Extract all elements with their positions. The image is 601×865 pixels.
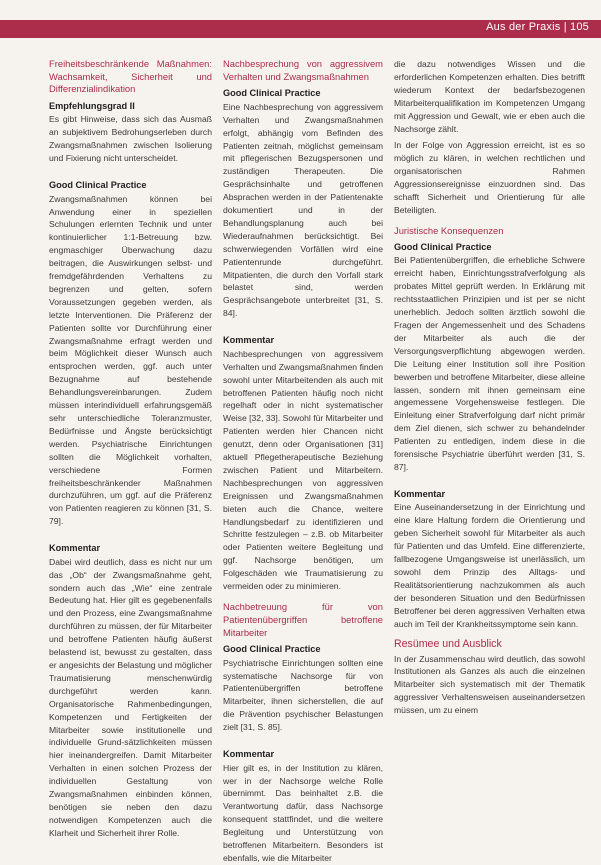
column-middle: [223, 58, 383, 863]
gcp-heading: Good Clinical Practice: [394, 241, 492, 252]
gcp-heading: Good Clinical Practice: [223, 88, 321, 99]
comment-heading: Kommentar: [394, 488, 446, 499]
comment-heading: Kommentar: [223, 335, 275, 346]
paragraph: Eine Nachbesprechung von aggressivem Verhalten und Zwangsmaßnahmen erfolgt, abhängig vom Befinden des Patienten zeitnah, möglichst gemeinsam mit pflegerischen Bezugspersonen und zuständigen Therapeuten. Die Gesprächsinhalte und getroffenen Absprachen werden in der Patientenakte dokumentiert und in der Behandlungsplanung auch bei Wiederaufnahmen berücksichtigt. Bei schwerwiegenden Vorfällen wird eine Patientenrunde durchgeführt. Mitpatienten, die durch den Vorfall stark belastet sind, werden Gesprächsangebote unterbreitet [31, S. 84].: [223, 101, 383, 319]
running-header: Aus der Praxis | 105: [486, 21, 589, 33]
gcp-heading: Good Clinical Practice: [223, 644, 321, 654]
column-left: [49, 58, 212, 838]
paragraph: Dabei wird deutlich, dass es nicht nur um das „Ob“ der Zwangsmaßnahme geht, sondern auch das „Wie“ eine zentrale Bedeutung hat. Hier gilt es gegebenenfalls und den Prozess, eine Zwangsmaßnahme durchführen zu müssen, der für Mitarbeiter und betroffene Patienten häufig äußerst belastend ist, bewusst zu gestalten, dass er angesichts der Belastung und möglicher Traumatisierung menschenwürdig durchgeführt werden kann. Organisatorische Rahmenbedingungen, Kompetenzen und Fertigkeiten der Mitarbeiter sowie institutionelle und individuelle Grund-sätzlichkeiten müssen hier ineinandergreifen. Damit Mitarbeiter Verhalten in einen solchen Prozess der individuellen Gestaltung von Zwangsmaßnahmen einbinden können, benötigen sie neben den dazu notwendigen Kompetenzen auch die Klarheit und Sicherheit ihrer Rolle.: [49, 556, 212, 838]
section-title: Freiheitsbeschränkende Maßnahmen: Wachsamkeit, Sicherheit und Differenzialindikation: [49, 58, 212, 95]
subsection-title: Nachbetreuung für von Patientenübergriffen betroffene Mitarbeiter: [223, 601, 383, 638]
paragraph: Psychiatrische Einrichtungen sollten eine systematische Nachsorge für von Patientenübergriffen betroffene Mitarbeiter, ihnen sicherstellen, die auf die Prävention psychischer Belastungen zielt [31, S. 85].: [223, 657, 383, 733]
paragraph: die dazu notwendiges Wissen und die erforderlichen Kompetenzen erhalten. Dies betrifft wiederum Kontext der bedarfsbezogenen Mitarbeiterqualifikation im Kompetenzen Umgang mit Aggression und Gewalt, wie er eben auch die Nachsorge zählt.: [394, 59, 585, 134]
column-right: [394, 58, 585, 785]
section-heading: Resümee und Ausblick: [394, 637, 502, 650]
paragraph: Bei Patientenübergriffen, die erhebliche Schwere erreicht haben, Einrichtungsstrafverfolgung als probates Mittel geprüft werden. In Erklärung mit rechtsstaatlichen Prinzipien und ist per se nicht unerheblich. Jedoch sollten ärztlich sowohl die Fragen der Angemessenheit und des Schadens der Mitarbeiter als auch die der Versorgungsverpflichtung abgewogen werden. Die Leitung einer Institution soll ihre Position bewerben und betroffene Mitarbeiter, diese alleine lassen, sondern mit ihnen gemeinsam eine angemessene Vorgehensweise festlegen. Die Einleitung einer Strafverfolgung darf nicht primär dem Ziel dienen, sich schwer zu behandelnder Patienten zu entledigen, indem diese in die forensische Psychiatrie überführt werden [31, S. 87].: [394, 255, 585, 472]
page-header: [0, 0, 601, 48]
subsection-title: Juristische Konsequenzen: [394, 224, 504, 236]
paragraph: In der Zusammenschau wird deutlich, das sowohl Institutionen als Ganzes als auch die einzelnen Mitarbeiter sich systematisch mit der Thematik aggressiver Verhaltensweisen auseinandersetzen müssen, um zu einem: [394, 653, 585, 716]
paragraph: Nachbesprechungen von aggressivem Verhalten und Zwangsmaßnahmen finden sowohl unter Mitarbeitenden als auch mit betroffenen Patienten häufig noch nicht regelhaft oder in nicht systematischer Weise [32, 33]. Sowohl für Mitarbeiter und Patienten werden hier Chancen nicht genutzt, denn oder Organisationen [31] aktuell Pflegetherapeutische Beziehung zwischen Patient und Mitarbeitern. Nachbesprechungen von aggressiven Ereignissen und Zwangsmaßnahmen bieten auch die Chance, weitere Handlungsbedarf zu identifizieren und Schritte festzulegen – z.B. ob Mitarbeiter oder Patienten weitere Begleitung und ggf. Nachsorge benötigen, um Folgeschäden wie Traumatisierung zu vermeiden oder zu minimieren.: [223, 348, 383, 592]
gcp-heading: Good Clinical Practice: [49, 180, 147, 190]
section-title: Nachbesprechung von aggressivem Verhalten und Zwangsmaßnahmen: [223, 58, 383, 82]
comment-heading: Kommentar: [223, 749, 275, 760]
paragraph: Es gibt Hinweise, dass sich das Ausmaß an subjektivem Bedrohungserleben durch Zwangsmaßnahmen zwischen Isolierung und Fixierung nicht unterscheidet.: [49, 114, 212, 164]
paragraph: In der Folge von Aggression erreicht, ist es so möglich zu klären, in welchen rechtlichen und organisatorischen Rahmen Aggressionsereignisse einzuordnen sind. Das schafft Sicherheit und Orientierung für alle Beteiligten.: [394, 140, 585, 215]
paragraph: Hier gilt es, in der Institution zu klären, wer in der Nachsorge welche Rolle übernimmt. Das beinhaltet z.B. die Verantwortung dafür, dass Nachsorge konsequent stattfindet, und die weitere Begleitung und Unterstützung von betroffenen Mitarbeitern. Besonders ist ebenfalls, wie die Mitarbeiter: [223, 762, 383, 863]
grade-heading: Empfehlungsgrad II: [49, 100, 135, 111]
comment-heading: Kommentar: [49, 543, 101, 554]
paragraph: Zwangsmaßnahmen können bei Anwendung einer in speziellen Schulungen erlernten Technik und unter kontinuierlicher 1:1-Betreuung bzw. engmaschiger Überwachung dazu beitragen, die Auswirkungen selbst- und fremdgefährdenden Verhaltens zu begrenzen und gelten, sofern Voraussetzungen gegeben werden, als letzte Interventionen. Die Präferenz der Patienten sollte vor Durchführung einer Zwangsmaßnahme erfragt werden und beim Möglichkeit dieser Wunsch auch entsprochen werden, ggf. auch unter Bezugnahme auf bestehende Behandlungsvereinbarungen. Zudem müssen interindividuell erfahrungsgemäß sehr unterschiedliche Toleranzmuster, Bedürfnisse und Ängste berücksichtigt werden. Psychiatrische Einrichtungen sollten die Möglichkeit vorhalten, verschiedene Formen freiheitsbeschränkender Maßnahmen durchzuführen, um ggf. auf die Präferenz von Patienten reagieren zu können [31, S. 79].: [49, 193, 212, 527]
paragraph: Eine Auseinandersetzung in der Einrichtung und eine klare Haltung fordern die Orientierung und geben Sicherheit sowohl für Mitarbeiter als auch für Patienten und das Umfeld. Eine differenzierte, fallbezogene Umgangsweise ist unerlässlich, um sowohl dem Prinzip des Alltags- und Realitätsorientierung nachzukommen als auch der besonderen Situation und den Bedürfnissen Betroffener bei deren aggressiven Verhalten etwa auch im Teil der Krankheitssymptome sein kann.: [394, 502, 585, 629]
